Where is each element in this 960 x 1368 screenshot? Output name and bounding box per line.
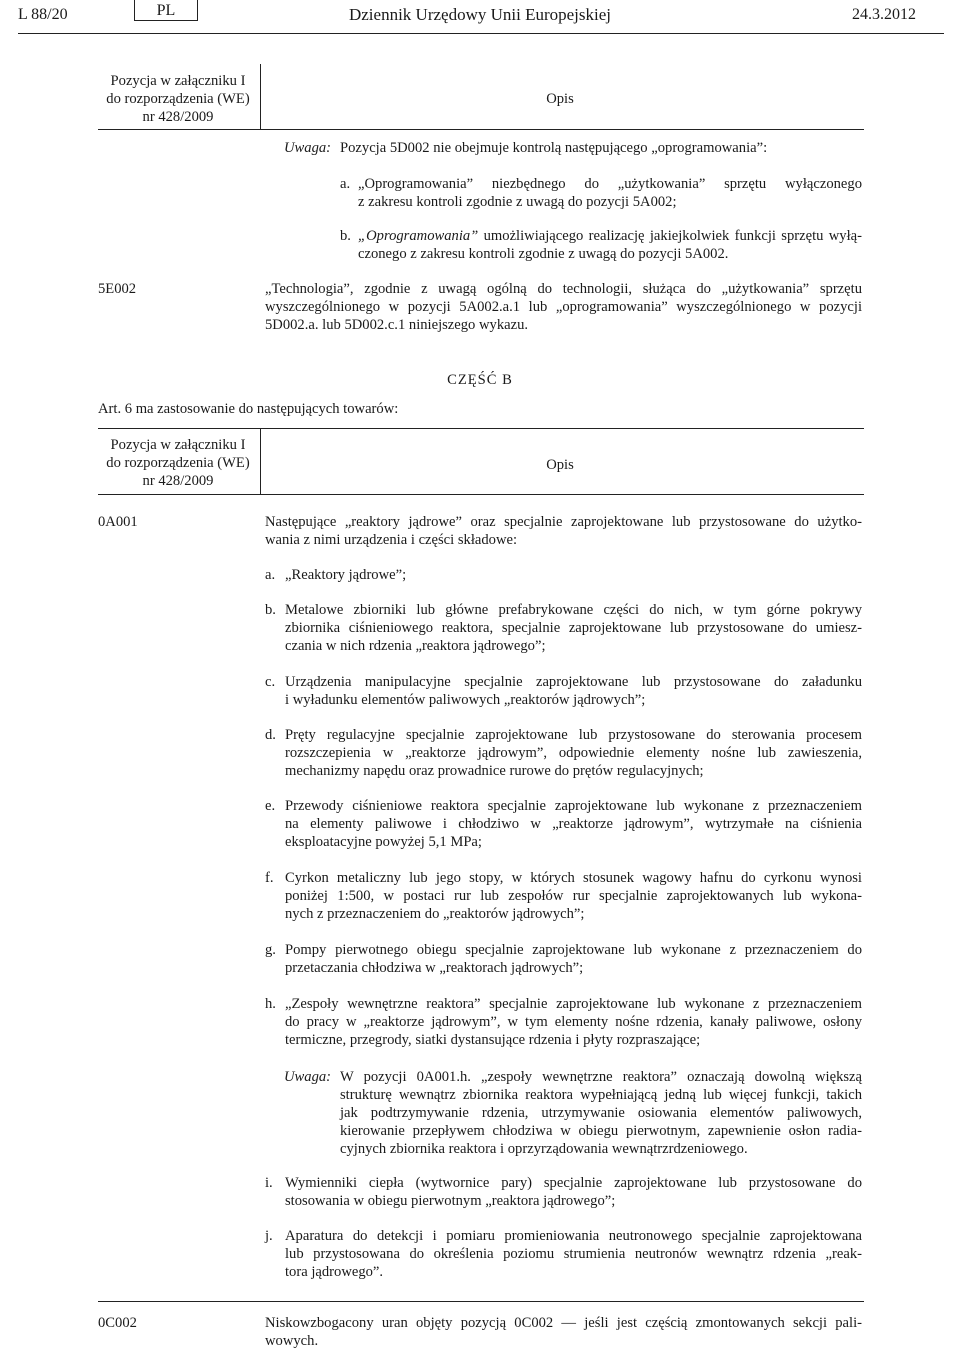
list-item: [265, 601, 862, 655]
text-line: rozszczepienia w „reaktorze jądrowym”, odpowiednie elementy nośne lub zawieszenia,: [285, 745, 862, 761]
note-item-b: [358, 227, 862, 263]
text-line: wowych.: [265, 1333, 319, 1349]
table-header-position: [98, 72, 258, 126]
text-line: eksploatacyjne powyżej 5,1 MPa;: [285, 834, 482, 850]
list-item-label: d.: [265, 727, 276, 743]
text-line: do pracy w „reaktorze jądrowym”, w tym elementy nośne rdzenia, kanały paliwowe, osłony: [285, 1014, 862, 1030]
text-line: Pręty regulacyjne specjalnie zaprojektowane lub przystosowane do sterowania procesem: [285, 727, 862, 743]
list-item-label: h.: [265, 996, 276, 1012]
text-line: wyszczególnionego w pozycji 5A002.a.1 lub „oprogramowania” wyszczególnionego w pozycji: [265, 299, 862, 315]
list-item: [265, 566, 862, 584]
item-intro: [265, 513, 862, 549]
note-label: Uwaga:: [284, 140, 332, 156]
part-title: CZĘŚĆ B: [447, 372, 513, 388]
list-item: [265, 995, 862, 1049]
text-line: „Technologia”, zgodnie z uwagą ogólną do technologii, służąca do „użytkowania” sprzętu: [265, 281, 862, 297]
text-line: kierowanie przepływem chłodziwa w obiegu pierwotnym, zapewnienie osłon radia-: [340, 1123, 862, 1139]
text-line: W pozycji 0A001.h. „zespoły wewnętrzne reaktora” oznaczają dowolną większą: [340, 1069, 862, 1085]
text-line: Wymienniki ciepła (wytwornice pary) specjalnie zaprojektowane lub przystosowane do: [285, 1175, 862, 1191]
text-line: Aparatura do detekcji i pomiaru promieniowania neutronowego specjalnie zaprojektowana: [285, 1228, 862, 1244]
note-text: Pozycja 5D002 nie obejmuje kontrolą następującego „oprogramowania”:: [340, 140, 768, 156]
text-line: „Zespoły wewnętrzne reaktora” specjalnie zaprojektowane lub wykonane z przeznaczeniem: [285, 996, 862, 1012]
text-line: wania z nimi urządzenia i części składowe:: [265, 532, 518, 548]
header-bottom-rule: [98, 494, 864, 495]
text-fragment: umożliwiającego realizację jakiejkolwiek funkcji sprzętu wyłą-: [478, 228, 862, 244]
text-line: nych z przeznaczeniem do „reaktorów jądrowych”;: [285, 906, 585, 922]
position-header-line: Pozycja w załączniku I: [110, 73, 246, 89]
text-line: „Reaktory jądrowe”;: [285, 567, 407, 583]
text-line: przetaczania chłodziwa w „reaktorach jądrowych”;: [285, 960, 584, 976]
list-item: [265, 797, 862, 851]
text-line: czania w nich rdzenia „reaktora jądrowego”;: [285, 638, 546, 654]
list-item: [265, 869, 862, 923]
list-item-label: j.: [265, 1228, 273, 1244]
language-code: PL: [156, 2, 176, 19]
item-code: 0A001: [98, 514, 138, 530]
list-item-label: a.: [265, 567, 276, 583]
page-reference: L 88/20: [18, 6, 68, 23]
header-rule: [18, 33, 944, 34]
position-header-line: do rozporządzenia (WE): [106, 455, 250, 471]
header-divider: [260, 428, 261, 494]
text-line: Przewody ciśnieniowe reaktora specjalnie zaprojektowane lub wykonane z przeznaczeniem: [285, 798, 862, 814]
item-description: [265, 1314, 862, 1350]
position-header-line: do rozporządzenia (WE): [106, 91, 250, 107]
publication-date: 24.3.2012: [852, 6, 916, 23]
text-line: mechanizmy napędu oraz prowadnice rurowe do prętów regulacyjnych;: [285, 763, 704, 779]
text-line: Urządzenia manipulacyjne specjalnie zaprojektowane lub przystosowane do załadunku: [285, 674, 862, 690]
note-text: [340, 1068, 862, 1158]
list-item-label: e.: [265, 798, 276, 814]
text-line: czonego z zakresu kontroli zgodnie z uwagą do pozycji 5A002.: [358, 246, 729, 262]
header-bottom-rule: [98, 129, 864, 130]
list-item-label: c.: [265, 674, 276, 690]
italic-term: „Oprogramowania”: [358, 228, 479, 244]
position-header-line: Pozycja w załączniku I: [110, 437, 246, 453]
note-item-label: b.: [340, 228, 351, 244]
text-line: 5D002.a. lub 5D002.c.1 niniejszego wykazu.: [265, 317, 529, 333]
text-line: strukturę wewnątrz zbiornika reaktora wypełniającą jedną lub więcej funkcji, takich: [340, 1087, 862, 1103]
note-label: Uwaga:: [284, 1069, 332, 1085]
list-item: [265, 941, 862, 977]
list-item: [265, 1174, 862, 1210]
text-line: cyjnych zbiornika reaktora i oprzyrządowania wewnątrzrdzeniowego.: [340, 1141, 748, 1157]
text-line: z zakresu kontroli zgodnie z uwagą do pozycji 5A002;: [358, 194, 677, 210]
text-line: lub przystosowana do określenia poziomu strumienia neutronów wewnątrz rdzenia „reak-: [285, 1246, 862, 1262]
list-item-label: b.: [265, 602, 276, 618]
text-line: stosowania w obiegu pierwotnym „reaktora jądrowego”;: [285, 1193, 616, 1209]
text-line: i wyładunku elementów paliwowych „reaktorów jądrowych”;: [285, 692, 646, 708]
item-code: 5E002: [98, 281, 137, 297]
text-line: Cyrkon metaliczny lub jego stopy, w których stosunek wagowy hafnu do cyrkonu wynosi: [285, 870, 862, 886]
table-header-description: Opis: [546, 457, 574, 473]
note-item-a: [358, 175, 862, 211]
header-divider: [260, 64, 261, 129]
position-header-line: nr 428/2009: [142, 109, 214, 125]
part-intro: Art. 6 ma zastosowanie do następujących towarów:: [98, 401, 399, 417]
journal-title: Dziennik Urzędowy Unii Europejskiej: [348, 5, 611, 24]
list-item-label: f.: [265, 870, 274, 886]
text-line: Następujące „reaktory jądrowe” oraz specjalnie zaprojektowane lub przystosowane do użytko-: [265, 514, 862, 530]
table-header-position: [98, 436, 258, 490]
text-line: [358, 227, 862, 245]
header-top-rule: [98, 428, 864, 429]
position-header-line: nr 428/2009: [142, 473, 214, 489]
text-line: Pompy pierwotnego obiegu specjalnie zaprojektowane lub wykonane z przeznaczeniem do: [285, 942, 862, 958]
text-line: na elementy paliwowe i chłodziwo w „reaktorze jądrowym”, wytrzymałe na ciśnienia: [285, 816, 862, 832]
text-line: jak podtrzymywanie rdzenia, utrzymywanie osiowania elementów paliwowych,: [340, 1105, 862, 1121]
item-code: 0C002: [98, 1315, 137, 1331]
text-line: tora jądrowego”.: [285, 1264, 384, 1280]
text-line: Niskowzbogacony uran objęty pozycją 0C002 — jeśli jest częścią zmontowanych sekcji pali-: [265, 1315, 862, 1331]
list-item: [265, 1227, 862, 1281]
text-line: „Oprogramowania” niezbędnego do „użytkowania” sprzętu wyłączonego: [358, 176, 862, 192]
text-line: termiczne, przegrody, siatki dystansujące rdzenia i płyty rozpraszające;: [285, 1032, 701, 1048]
text-line: zbiornika ciśnieniowego reaktora, specjalnie zaprojektowane lub przystosowane do umiesz-: [285, 620, 862, 636]
item-description: [265, 280, 862, 334]
table-header-description: Opis: [546, 91, 574, 107]
list-item: [265, 673, 862, 709]
section-rule: [98, 1301, 864, 1302]
list-item-label: g.: [265, 942, 276, 958]
note-item-label: a.: [340, 176, 351, 192]
list-item-label: i.: [265, 1175, 273, 1191]
text-line: Metalowe zbiorniki lub główne prefabrykowane części do nich, w tym górne pokrywy: [285, 602, 862, 618]
list-item: [265, 726, 862, 780]
text-line: poniżej 1:500, w postaci rur lub zespołów rur specjalnie zaprojektowanych lub wykona-: [285, 888, 862, 904]
